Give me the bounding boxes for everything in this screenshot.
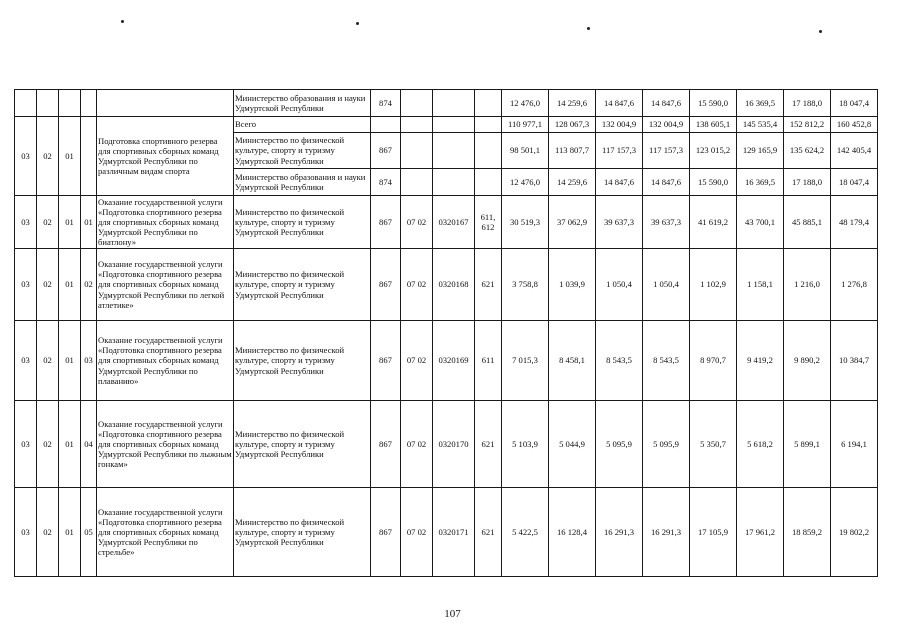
cell-value: 39 637,3 bbox=[596, 196, 643, 249]
cell-value: 41 619,2 bbox=[690, 196, 737, 249]
cell-rz: 07 02 bbox=[401, 196, 433, 249]
cell-value: 1 216,0 bbox=[784, 249, 831, 321]
cell-mer bbox=[81, 90, 97, 117]
cell-name: Подготовка спортивного резерва для спортивных сборных команд Удмуртской Республики по различным видам спорта bbox=[97, 117, 234, 196]
cell-name: Оказание государственной услуги «Подготовка спортивного резерва для спортивных сборных команд Удмуртской Республики по плаванию» bbox=[97, 321, 234, 401]
cell-rz: 07 02 bbox=[401, 321, 433, 401]
cell-grbs: Министерство по физической культуре, спорту и туризму Удмуртской Республики bbox=[234, 196, 371, 249]
cell-value: 17 188,0 bbox=[784, 90, 831, 117]
cell-name: Оказание государственной услуги «Подготовка спортивного резерва для спортивных сборных команд Удмуртской Республики по лыжным гонкам» bbox=[97, 401, 234, 488]
cell-value: 1 276,8 bbox=[831, 249, 878, 321]
cell-value: 3 758,8 bbox=[502, 249, 549, 321]
budget-table bbox=[14, 89, 878, 577]
table-row bbox=[15, 488, 878, 577]
cell-value: 1 050,4 bbox=[596, 249, 643, 321]
cell-value: 15 590,0 bbox=[690, 169, 737, 196]
cell-value: 48 179,4 bbox=[831, 196, 878, 249]
cell-osn: 01 bbox=[59, 488, 81, 577]
cell-value: 135 624,2 bbox=[784, 133, 831, 169]
cell-name: Оказание государственной услуги «Подготовка спортивного резерва для спортивных сборных команд Удмуртской Республики по легкой атлетике» bbox=[97, 249, 234, 321]
cell-vr bbox=[475, 133, 502, 169]
cell-gp: 03 bbox=[15, 196, 37, 249]
cell-value: 14 259,6 bbox=[549, 169, 596, 196]
page-number: 107 bbox=[444, 608, 461, 620]
cell-csr bbox=[433, 90, 475, 117]
cell-vr: 621 bbox=[475, 488, 502, 577]
cell-value: 18 047,4 bbox=[831, 90, 878, 117]
table-row bbox=[15, 249, 878, 321]
cell-osn: 01 bbox=[59, 321, 81, 401]
cell-value: 16 369,5 bbox=[737, 90, 784, 117]
cell-pp: 02 bbox=[37, 488, 59, 577]
cell-mer bbox=[81, 117, 97, 196]
cell-pp: 02 bbox=[37, 117, 59, 196]
cell-value: 45 885,1 bbox=[784, 196, 831, 249]
cell-rz bbox=[401, 133, 433, 169]
cell-value: 12 476,0 bbox=[502, 169, 549, 196]
cell-value: 12 476,0 bbox=[502, 90, 549, 117]
cell-value: 5 095,9 bbox=[596, 401, 643, 488]
cell-value: 5 095,9 bbox=[643, 401, 690, 488]
cell-csr: 0320170 bbox=[433, 401, 475, 488]
cell-value: 132 004,9 bbox=[643, 117, 690, 133]
cell-pp bbox=[37, 90, 59, 117]
cell-value: 9 419,2 bbox=[737, 321, 784, 401]
cell-vr bbox=[475, 90, 502, 117]
cell-value: 138 605,1 bbox=[690, 117, 737, 133]
cell-value: 5 422,5 bbox=[502, 488, 549, 577]
cell-value: 7 015,3 bbox=[502, 321, 549, 401]
cell-osn bbox=[59, 90, 81, 117]
cell-rz bbox=[401, 117, 433, 133]
cell-code: 867 bbox=[371, 488, 401, 577]
cell-value: 145 535,4 bbox=[737, 117, 784, 133]
cell-mer: 05 bbox=[81, 488, 97, 577]
scan-speck bbox=[587, 27, 590, 30]
cell-value: 17 105,9 bbox=[690, 488, 737, 577]
cell-mer: 03 bbox=[81, 321, 97, 401]
cell-pp: 02 bbox=[37, 321, 59, 401]
cell-value: 1 050,4 bbox=[643, 249, 690, 321]
cell-gp: 03 bbox=[15, 488, 37, 577]
cell-value: 18 047,4 bbox=[831, 169, 878, 196]
table-row bbox=[15, 196, 878, 249]
cell-value: 8 543,5 bbox=[643, 321, 690, 401]
cell-value: 8 458,1 bbox=[549, 321, 596, 401]
cell-gp bbox=[15, 90, 37, 117]
cell-value: 142 405,4 bbox=[831, 133, 878, 169]
cell-csr bbox=[433, 169, 475, 196]
cell-grbs: Всего bbox=[234, 117, 371, 133]
cell-value: 5 350,7 bbox=[690, 401, 737, 488]
cell-rz bbox=[401, 90, 433, 117]
cell-code: 867 bbox=[371, 401, 401, 488]
cell-vr: 611 bbox=[475, 321, 502, 401]
cell-value: 5 899,1 bbox=[784, 401, 831, 488]
cell-vr bbox=[475, 169, 502, 196]
cell-value: 14 847,6 bbox=[596, 90, 643, 117]
cell-value: 16 369,5 bbox=[737, 169, 784, 196]
cell-value: 1 158,1 bbox=[737, 249, 784, 321]
cell-value: 39 637,3 bbox=[643, 196, 690, 249]
cell-value: 110 977,1 bbox=[502, 117, 549, 133]
cell-value: 1 102,9 bbox=[690, 249, 737, 321]
table-row bbox=[15, 401, 878, 488]
cell-gp: 03 bbox=[15, 401, 37, 488]
cell-value: 132 004,9 bbox=[596, 117, 643, 133]
cell-csr: 0320171 bbox=[433, 488, 475, 577]
cell-rz: 07 02 bbox=[401, 488, 433, 577]
cell-value: 113 807,7 bbox=[549, 133, 596, 169]
cell-gp: 03 bbox=[15, 321, 37, 401]
cell-value: 37 062,9 bbox=[549, 196, 596, 249]
cell-value: 14 259,6 bbox=[549, 90, 596, 117]
cell-value: 5 103,9 bbox=[502, 401, 549, 488]
cell-grbs: Министерство по физической культуре, спорту и туризму Удмуртской Республики bbox=[234, 249, 371, 321]
cell-value: 14 847,6 bbox=[596, 169, 643, 196]
cell-csr bbox=[433, 117, 475, 133]
cell-vr: 621 bbox=[475, 249, 502, 321]
cell-value: 43 700,1 bbox=[737, 196, 784, 249]
cell-name: Оказание государственной услуги «Подготовка спортивного резерва для спортивных сборных команд Удмуртской Республики по стрельбе» bbox=[97, 488, 234, 577]
table-row bbox=[15, 321, 878, 401]
cell-value: 160 452,8 bbox=[831, 117, 878, 133]
cell-value: 152 812,2 bbox=[784, 117, 831, 133]
cell-grbs: Министерство по физической культуре, спорту и туризму Удмуртской Республики bbox=[234, 321, 371, 401]
cell-osn: 01 bbox=[59, 401, 81, 488]
cell-osn: 01 bbox=[59, 249, 81, 321]
cell-value: 18 859,2 bbox=[784, 488, 831, 577]
cell-code bbox=[371, 117, 401, 133]
cell-value: 8 543,5 bbox=[596, 321, 643, 401]
cell-mer: 04 bbox=[81, 401, 97, 488]
cell-grbs: Министерство по физической культуре, спорту и туризму Удмуртской Республики bbox=[234, 133, 371, 169]
cell-code: 867 bbox=[371, 196, 401, 249]
cell-value: 17 961,2 bbox=[737, 488, 784, 577]
scan-speck bbox=[121, 20, 124, 23]
cell-osn: 01 bbox=[59, 196, 81, 249]
cell-code: 867 bbox=[371, 249, 401, 321]
cell-value: 128 067,3 bbox=[549, 117, 596, 133]
cell-vr: 611, 612 bbox=[475, 196, 502, 249]
cell-value: 129 165,9 bbox=[737, 133, 784, 169]
cell-pp: 02 bbox=[37, 196, 59, 249]
cell-csr: 0320169 bbox=[433, 321, 475, 401]
cell-code: 867 bbox=[371, 321, 401, 401]
cell-value: 10 384,7 bbox=[831, 321, 878, 401]
cell-value: 5 618,2 bbox=[737, 401, 784, 488]
cell-grbs: Министерство по физической культуре, спорту и туризму Удмуртской Республики bbox=[234, 401, 371, 488]
table-row bbox=[15, 117, 878, 133]
cell-vr bbox=[475, 117, 502, 133]
cell-value: 117 157,3 bbox=[643, 133, 690, 169]
cell-value: 98 501,1 bbox=[502, 133, 549, 169]
cell-value: 14 847,6 bbox=[643, 90, 690, 117]
cell-value: 16 291,3 bbox=[596, 488, 643, 577]
cell-value: 30 519,3 bbox=[502, 196, 549, 249]
cell-value: 15 590,0 bbox=[690, 90, 737, 117]
cell-value: 8 970,7 bbox=[690, 321, 737, 401]
scan-speck bbox=[819, 30, 822, 33]
cell-osn: 01 bbox=[59, 117, 81, 196]
cell-rz: 07 02 bbox=[401, 401, 433, 488]
cell-csr: 0320167 bbox=[433, 196, 475, 249]
cell-name bbox=[97, 90, 234, 117]
cell-value: 14 847,6 bbox=[643, 169, 690, 196]
cell-code: 867 bbox=[371, 133, 401, 169]
cell-value: 5 044,9 bbox=[549, 401, 596, 488]
cell-mer: 02 bbox=[81, 249, 97, 321]
cell-value: 1 039,9 bbox=[549, 249, 596, 321]
cell-pp: 02 bbox=[37, 249, 59, 321]
cell-mer: 01 bbox=[81, 196, 97, 249]
cell-code: 874 bbox=[371, 169, 401, 196]
cell-vr: 621 bbox=[475, 401, 502, 488]
table-row bbox=[15, 90, 878, 117]
cell-rz: 07 02 bbox=[401, 249, 433, 321]
cell-value: 123 015,2 bbox=[690, 133, 737, 169]
cell-csr: 0320168 bbox=[433, 249, 475, 321]
cell-value: 6 194,1 bbox=[831, 401, 878, 488]
scan-speck bbox=[356, 22, 359, 25]
cell-value: 19 802,2 bbox=[831, 488, 878, 577]
cell-grbs: Министерство образования и науки Удмуртской Республики bbox=[234, 169, 371, 196]
cell-value: 16 291,3 bbox=[643, 488, 690, 577]
cell-code: 874 bbox=[371, 90, 401, 117]
cell-value: 16 128,4 bbox=[549, 488, 596, 577]
cell-csr bbox=[433, 133, 475, 169]
cell-name: Оказание государственной услуги «Подготовка спортивного резерва для спортивных сборных команд Удмуртской Республики по биатлону» bbox=[97, 196, 234, 249]
cell-grbs: Министерство по физической культуре, спорту и туризму Удмуртской Республики bbox=[234, 488, 371, 577]
cell-gp: 03 bbox=[15, 249, 37, 321]
cell-value: 117 157,3 bbox=[596, 133, 643, 169]
cell-pp: 02 bbox=[37, 401, 59, 488]
cell-grbs: Министерство образования и науки Удмуртской Республики bbox=[234, 90, 371, 117]
cell-value: 17 188,0 bbox=[784, 169, 831, 196]
cell-value: 9 890,2 bbox=[784, 321, 831, 401]
cell-rz bbox=[401, 169, 433, 196]
cell-gp: 03 bbox=[15, 117, 37, 196]
